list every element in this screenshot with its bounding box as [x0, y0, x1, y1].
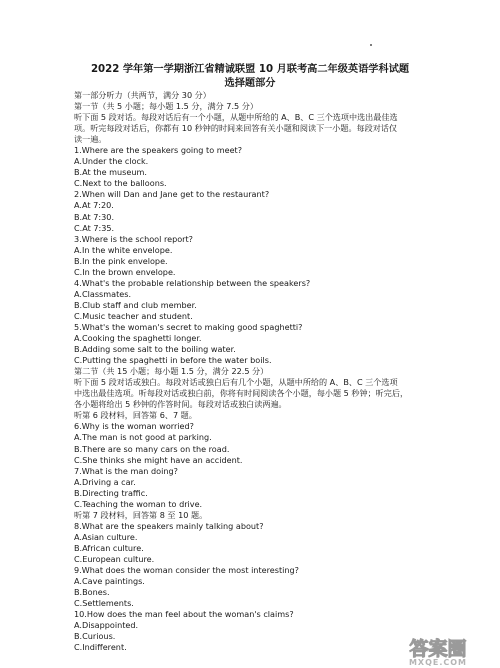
- text-line: A.Cave paintings.: [74, 576, 145, 587]
- text-line: 5.What's the woman's secret to making good spaghetti?: [74, 321, 303, 332]
- text-line: 10.How does the man feel about the woman's claims?: [74, 609, 294, 620]
- text-line: A.Cooking the spaghetti longer.: [74, 333, 202, 344]
- watermark-bottom-text: MXQE.COM: [408, 658, 468, 666]
- text-line: B.In the pink envelope.: [74, 255, 168, 266]
- text-line: A.Asian culture.: [74, 531, 138, 542]
- text-line: B.African culture.: [74, 542, 144, 553]
- text-line: A.Driving a car.: [74, 476, 136, 487]
- text-line: 2.When will Dan and Jane get to the restaurant?: [74, 189, 270, 200]
- text-line: B.Adding some salt to the boiling water.: [74, 344, 236, 355]
- text-line: B.Curious.: [74, 631, 116, 642]
- text-line: 听第 7 段材料，回答第 8 至 10 题。: [74, 509, 208, 520]
- text-line: C.Settlements.: [74, 598, 134, 609]
- text-line: C.In the brown envelope.: [74, 266, 176, 277]
- text-line: 中选出最佳选项。听每段对话或独白前，你将有时间阅读各个小题，每小题 5 秒钟；听完后，: [74, 388, 409, 399]
- text-line: C.European culture.: [74, 553, 155, 564]
- exam-body: [74, 90, 426, 653]
- text-line: B.Club staff and club member.: [74, 299, 197, 310]
- text-line: A.Under the clock.: [74, 156, 149, 167]
- watermark-top-text: 答案圈: [409, 638, 467, 660]
- text-line: B.There are so many cars on the road.: [74, 443, 230, 454]
- text-line: C.Indifferent.: [74, 642, 127, 653]
- text-line: 3.Where is the school report?: [74, 233, 193, 244]
- text-line: A.Disappointed.: [74, 620, 139, 631]
- text-line: B.At 7:30.: [74, 211, 115, 222]
- text-line: C.Next to the balloons.: [74, 178, 167, 189]
- text-line: A.The man is not good at parking.: [74, 432, 212, 443]
- text-line: A.At 7:20.: [74, 200, 114, 211]
- text-line: 第二节（共 15 小题；每小题 1.5 分，满分 22.5 分）: [74, 366, 269, 377]
- text-line: 读一遍。: [74, 134, 107, 145]
- text-line: C.Putting the spaghetti in before the water boils.: [74, 355, 272, 366]
- text-line: 各小题将给出 5 秒钟的作答时间。每段对话或独白读两遍。: [74, 399, 287, 410]
- text-line: C.Teaching the woman to drive.: [74, 498, 203, 509]
- text-line: 6.Why is the woman worried?: [74, 421, 194, 432]
- text-line: 第一节（共 5 小题；每小题 1.5 分，满分 7.5 分）: [74, 101, 258, 112]
- text-line: C.She thinks she might have an accident.: [74, 454, 243, 465]
- text-line: 项。听完每段对话后，你都有 10 秒钟的时间来回答有关小题和阅读下一小题。每段对话仅: [74, 123, 398, 134]
- text-line: 第一部分听力（共两节，满分 30 分）: [74, 90, 211, 100]
- text-line: 8.What are the speakers mainly talking about?: [74, 520, 264, 531]
- exam-title: 2022 学年第一学期浙江省精诚联盟 10 月联考高二年级英语学科试题: [90, 64, 410, 75]
- scan-speck: [370, 44, 372, 46]
- text-line: C.At 7:35.: [74, 222, 115, 233]
- text-line: C.Music teacher and student.: [74, 310, 193, 321]
- text-line: 4.What's the probable relationship between the speakers?: [74, 277, 311, 288]
- section-title: 选择题部分: [224, 78, 276, 89]
- text-line: 听下面 5 段对话。每段对话后有一个小题，从题中所给的 A、B、C 三个选项中选出最佳选: [74, 112, 398, 123]
- text-line: 听第 6 段材料，回答第 6、7 题。: [74, 410, 197, 421]
- watermark-logo: [368, 636, 496, 666]
- text-line: B.At the museum.: [74, 167, 147, 178]
- text-line: 7.What is the man doing?: [74, 465, 178, 476]
- text-line: 1.Where are the speakers going to meet?: [74, 145, 243, 156]
- text-line: A.Classmates.: [74, 288, 132, 299]
- text-line: A.In the white envelope.: [74, 244, 173, 255]
- text-line: B.Directing traffic.: [74, 487, 148, 498]
- text-line: B.Bones.: [74, 587, 110, 598]
- text-line: 听下面 5 段对话或独白。每段对话或独白后有几个小题，从题中所给的 A、B、C 三个选项: [74, 377, 398, 388]
- text-line: 9.What does the woman consider the most interesting?: [74, 565, 299, 576]
